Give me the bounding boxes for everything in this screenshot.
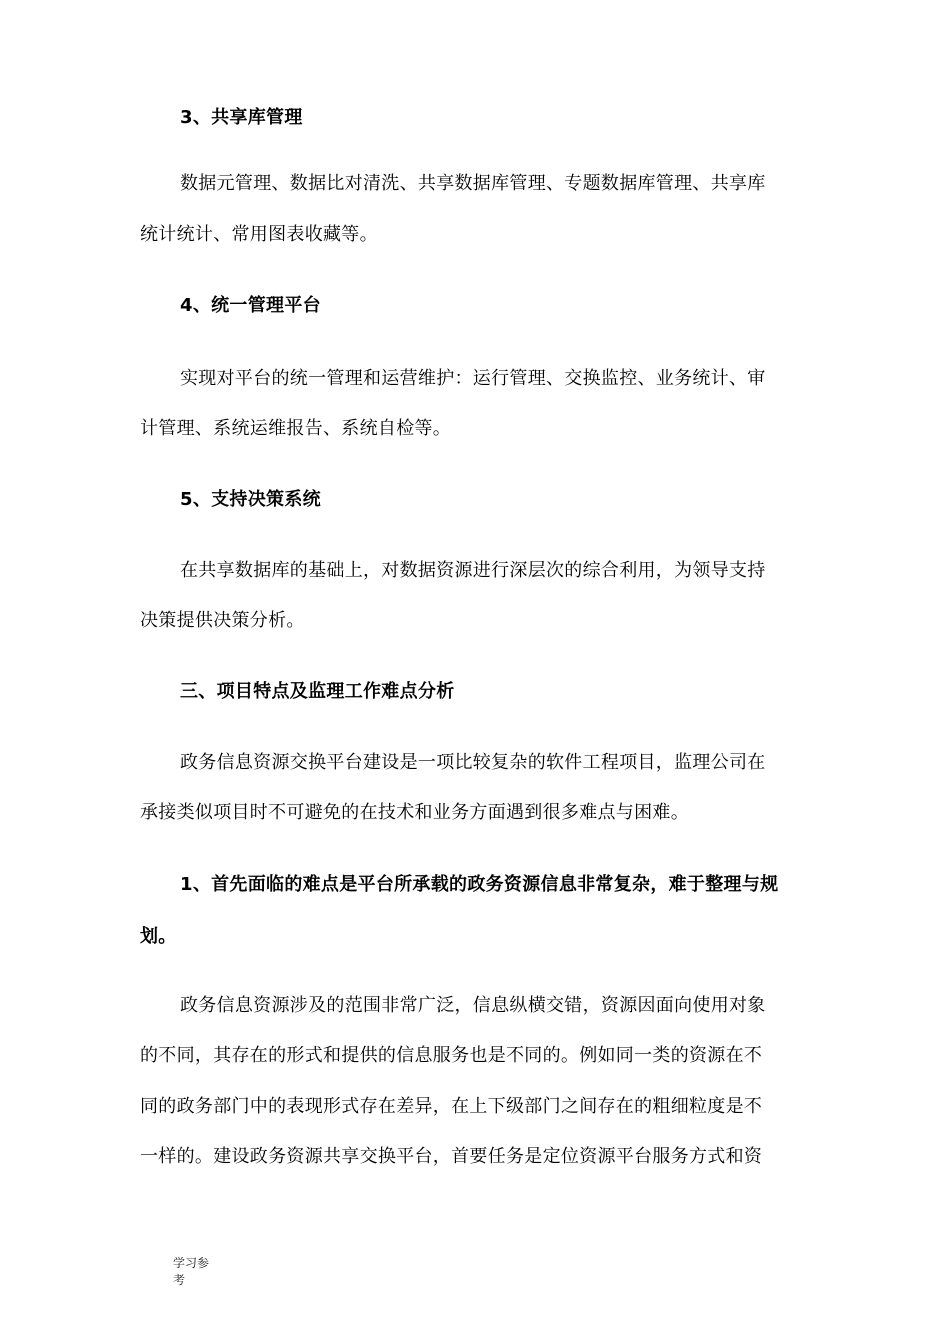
heading-difficulty-1-cont: 划。 — [140, 926, 177, 947]
paragraph-line: 数据元管理、数据比对清洗、共享数据库管理、专题数据库管理、共享库 — [180, 173, 766, 194]
heading-shared-library: 3、共享库管理 — [180, 107, 303, 128]
footer-text: 学习参 — [173, 1256, 210, 1270]
paragraph-line: 的不同，其存在的形式和提供的信息服务也是不同的。例如同一类的资源在不 — [140, 1045, 763, 1066]
paragraph-line: 一样的。建设政务资源共享交换平台，首要任务是定位资源平台服务方式和资 — [140, 1146, 763, 1167]
heading-project-features: 三、项目特点及监理工作难点分析 — [180, 681, 455, 702]
paragraph-line: 承接类似项目时不可避免的在技术和业务方面遇到很多难点与困难。 — [140, 802, 689, 823]
heading-difficulty-1: 1、首先面临的难点是平台所承载的政务资源信息非常复杂，难于整理与规 — [180, 874, 779, 895]
paragraph-line: 在共享数据库的基础上，对数据资源进行深层次的综合利用，为领导支持 — [180, 560, 766, 581]
paragraph-line: 同的政务部门中的表现形式存在差异，在上下级部门之间存在的粗细粒度是不 — [140, 1096, 763, 1117]
paragraph-line: 计管理、系统运维报告、系统自检等。 — [140, 418, 452, 439]
paragraph-line: 实现对平台的统一管理和运营维护：运行管理、交换监控、业务统计、审 — [180, 368, 766, 389]
footer-text: 考 — [173, 1273, 186, 1287]
paragraph-line: 政务信息资源涉及的范围非常广泛，信息纵横交错，资源因面向使用对象 — [180, 995, 766, 1016]
paragraph-line: 决策提供决策分析。 — [140, 610, 305, 631]
heading-decision-support: 5、支持决策系统 — [180, 489, 321, 510]
paragraph-line: 统计统计、常用图表收藏等。 — [140, 224, 378, 245]
paragraph-line: 政务信息资源交换平台建设是一项比较复杂的软件工程项目，监理公司在 — [180, 752, 766, 773]
heading-unified-platform: 4、统一管理平台 — [180, 295, 321, 316]
